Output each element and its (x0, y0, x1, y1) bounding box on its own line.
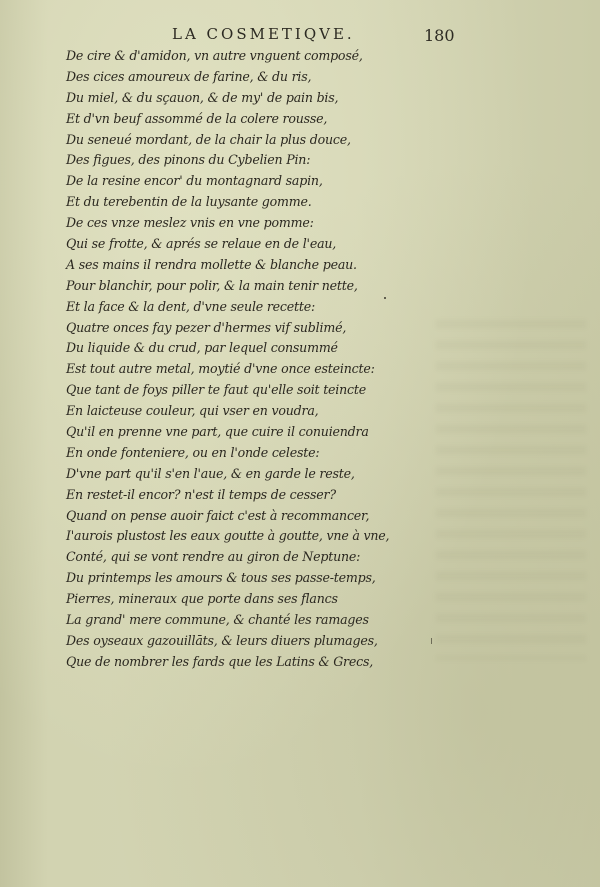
running-head: LA COSMETIQVE. (172, 25, 355, 43)
verse-line: Et d'vn beuf assommé de la colere rousse, (66, 110, 328, 126)
verse-line: A ses mains il rendra mollette & blanche peau. (66, 256, 357, 272)
ink-speck (384, 297, 386, 299)
verse-line: En onde fonteniere, ou en l'onde celeste: (66, 444, 320, 460)
verse-line: Des cices amoureux de farine, & du ris, (66, 68, 312, 84)
page-number: 180 (424, 26, 455, 45)
verse-line: Et la face & la dent, d'vne seule recette: (66, 298, 316, 314)
verse-line: La grand' mere commune, & chanté les ramages (66, 612, 369, 628)
verse-line: D'vne part qu'il s'en l'aue, & en garde le reste, (66, 465, 355, 481)
verse-line: Est tout autre metal, moytié d'vne once esteincte: (66, 361, 375, 377)
verse-line: Du miel, & du sçauon, & de my' de pain bis, (66, 89, 339, 105)
verse-line: Et du terebentin de la luysante gomme. (66, 194, 312, 210)
ink-speck (431, 638, 432, 644)
verse-line: Pour blanchir, pour polir, & la main tenir nette, (66, 277, 358, 293)
verse-line: De la resine encor' du montagnard sapin, (66, 173, 323, 189)
verse-line: Du liquide & du crud, par lequel consummé (66, 340, 338, 356)
verse-line: Que de nombrer les fards que les Latins & Grecs, (66, 653, 374, 669)
verse-line: Conté, qui se vont rendre au giron de Neptune: (66, 549, 361, 565)
verse-line: Qu'il en prenne vne part, que cuire il conuiendra (66, 424, 369, 440)
verse-line: Des oyseaux gazouillāts, & leurs diuers plumages, (66, 632, 378, 648)
verse-line: Du seneué mordant, de la chair la plus douce, (66, 131, 351, 147)
verse-line: De cire & d'amidon, vn autre vnguent composé, (66, 48, 363, 63)
verse-line: En laicteuse couleur, qui vser en voudra, (66, 403, 319, 419)
verse-line: Quand on pense auoir faict c'est à recommancer, (66, 507, 370, 523)
verse-line: Quatre onces fay pezer d'hermes vif sublimé, (66, 319, 347, 335)
verse-line: En restet-il encor? n'est il temps de cesser? (66, 486, 336, 502)
verse-line: De ces vnze meslez vnis en vne pomme: (66, 215, 314, 231)
verse-text (66, 46, 396, 673)
verse-line: Pierres, mineraux que porte dans ses flancs (66, 591, 338, 607)
verse-line: Qui se frotte, & aprés se relaue en de l'eau, (66, 236, 337, 252)
verse-line: Des figues, des pinons du Cybelien Pin: (66, 152, 311, 168)
show-through-shadow (436, 320, 586, 660)
verse-line: I'aurois plustost les eaux goutte à goutte, vne à vne, (66, 528, 390, 544)
verse-line: Que tant de foys piller te faut qu'elle soit teincte (66, 382, 367, 398)
verse-line: Du printemps les amours & tous ses passe-temps, (66, 570, 376, 586)
